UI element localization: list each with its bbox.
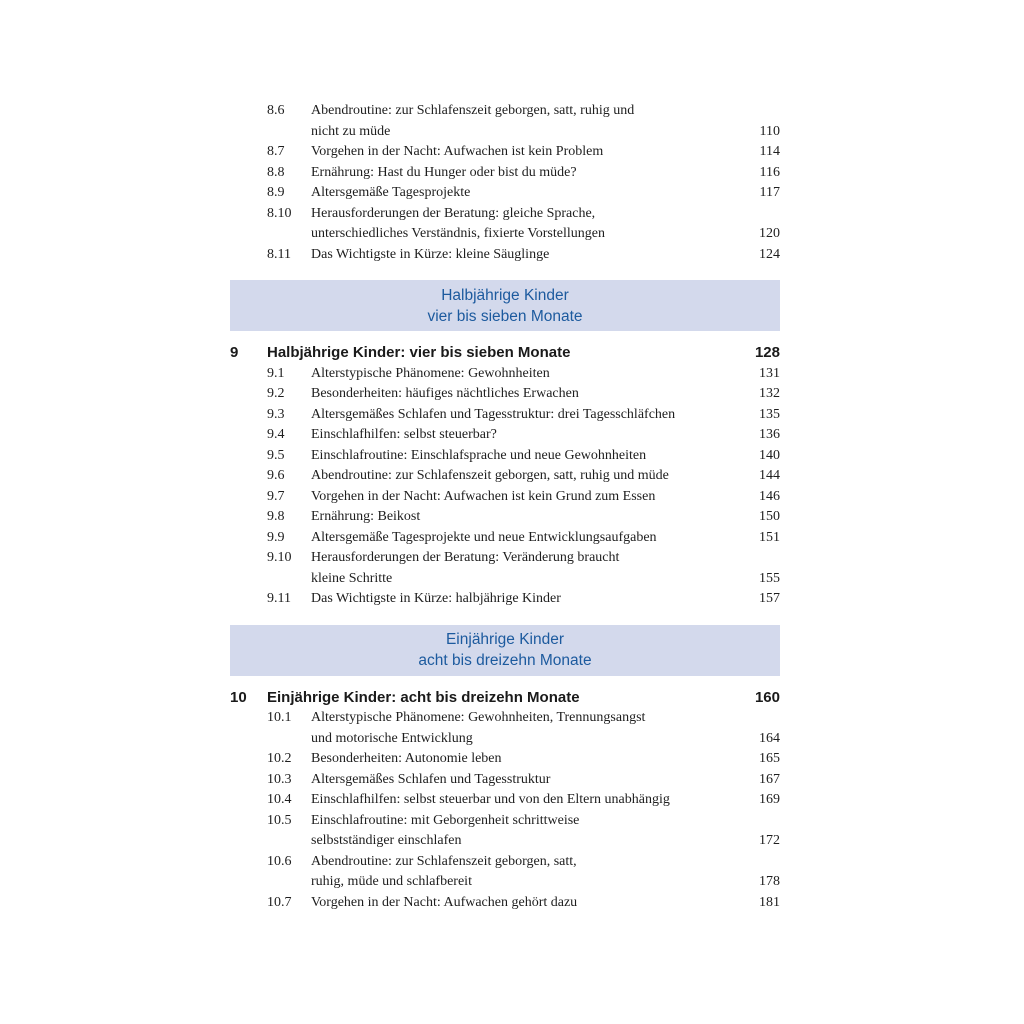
toc-entry-page-number: 167 (759, 771, 780, 787)
toc-entry-page-number: 124 (759, 246, 780, 262)
toc-entry-title-line: Herausforderungen der Beratung: Veränderung braucht (311, 550, 620, 565)
toc-entry-title (311, 708, 740, 749)
toc-entry-number: 9.9 (267, 529, 285, 545)
toc-entry-page-number: 181 (759, 894, 780, 910)
toc-entry[interactable] (230, 245, 780, 266)
toc-entry-title-line: Das Wichtigste in Kürze: kleine Säuglinge (311, 246, 550, 262)
toc-entry[interactable] (230, 364, 780, 385)
toc-entry-title-line: Altersgemäße Tagesprojekte und neue Entwicklungsaufgaben (311, 529, 657, 545)
toc-entry[interactable] (230, 708, 780, 749)
toc-entry-title (311, 589, 740, 610)
toc-entry-title (311, 142, 740, 163)
toc-entry-page-number: 172 (759, 833, 780, 848)
toc-entry-title-line: Einschlafhilfen: selbst steuerbar und von den Eltern unabhängig (311, 792, 670, 807)
toc-entry-title-line: Besonderheiten: häufiges nächtliches Erwachen (311, 386, 579, 401)
toc-entry-number: 10.7 (267, 894, 292, 910)
chapter-number: 9 (230, 344, 239, 361)
chapter-heading-10[interactable] (230, 688, 780, 709)
toc-entry[interactable] (230, 101, 780, 142)
section-band-halbjaehrige (230, 280, 780, 331)
toc-entry-page-number: 146 (759, 488, 780, 504)
toc-entry-title (311, 101, 740, 142)
toc-entry-title-line: ruhig, müde und schlafbereit (311, 874, 472, 889)
toc-entry[interactable] (230, 548, 780, 589)
toc-entry-title-line: Altersgemäßes Schlafen und Tagesstruktur (311, 771, 551, 787)
toc-entry-number: 8.6 (267, 103, 285, 118)
toc-entry[interactable] (230, 405, 780, 426)
toc-entry-title-line: Abendroutine: zur Schlafenszeit geborgen, satt, ruhig und (311, 103, 635, 118)
toc-entry-title-line: nicht zu müde (311, 123, 391, 139)
toc-entry-number: 10.3 (267, 771, 292, 787)
toc-entry-number: 9.6 (267, 468, 285, 483)
toc-entry[interactable] (230, 507, 780, 528)
toc-entry-title (311, 487, 740, 508)
toc-entry-title-line: Abendroutine: zur Schlafenszeit geborgen, satt, ruhig und müde (311, 468, 669, 483)
toc-entry[interactable] (230, 183, 780, 204)
toc-entry-title (311, 528, 740, 549)
toc-entry-title (311, 183, 740, 204)
toc-entry-number: 8.11 (267, 246, 291, 262)
toc-entry-title (311, 749, 740, 770)
toc-entry-number: 8.9 (267, 185, 285, 200)
toc-entry[interactable] (230, 790, 780, 811)
toc-list-chapter-8 (230, 101, 780, 265)
toc-entry[interactable] (230, 487, 780, 508)
toc-entry-title (311, 405, 740, 426)
toc-entry-title (311, 384, 740, 405)
chapter-title: Einjährige Kinder: acht bis dreizehn Monate (267, 688, 580, 706)
toc-entry-page-number: 136 (759, 427, 780, 442)
toc-entry-title-line: Das Wichtigste in Kürze: halbjährige Kinder (311, 591, 561, 606)
toc-entry-title (311, 245, 740, 266)
toc-entry-title-line: Ernährung: Beikost (311, 509, 421, 524)
chapter-page-number: 128 (754, 344, 780, 361)
toc-entry-title (311, 364, 740, 385)
toc-entry[interactable] (230, 528, 780, 549)
toc-entry-title (311, 811, 740, 852)
section-band-subtitle: acht bis dreizehn Monate (418, 652, 592, 669)
toc-entry-page-number: 116 (759, 164, 780, 180)
toc-entry-number: 10.4 (267, 792, 292, 807)
toc-entry-title-line: Vorgehen in der Nacht: Aufwachen gehört dazu (311, 894, 578, 910)
section-band-title: Einjährige Kinder (445, 631, 565, 648)
toc-entry-number: 8.8 (267, 164, 285, 180)
toc-entry-page-number: 135 (759, 406, 780, 422)
toc-entry-title-line: selbstständiger einschlafen (311, 833, 462, 848)
toc-entry-title-line: Ernährung: Hast du Hunger oder bist du müde? (311, 164, 577, 180)
toc-entry-title-line: Einschlafroutine: mit Geborgenheit schrittweise (311, 812, 580, 828)
toc-entry[interactable] (230, 770, 780, 791)
toc-entry[interactable] (230, 466, 780, 487)
toc-entry-number: 9.1 (267, 365, 285, 381)
toc-entry-title-line: Einschlafroutine: Einschlafsprache und neue Gewohnheiten (311, 447, 647, 463)
toc-entry-page-number: 155 (759, 570, 780, 586)
toc-entry-page-number: 150 (759, 509, 780, 524)
chapter-page-number: 160 (754, 688, 780, 706)
toc-entry-title-line: Altersgemäße Tagesprojekte (311, 185, 471, 200)
toc-entry-page-number: 151 (759, 529, 780, 545)
toc-entry-number: 9.7 (267, 488, 285, 504)
toc-entry-title-line: Vorgehen in der Nacht: Aufwachen ist kein Problem (311, 144, 604, 159)
toc-entry-number: 10.5 (267, 812, 292, 828)
toc-entry[interactable] (230, 425, 780, 446)
toc-entry-number: 9.10 (267, 550, 292, 565)
toc-entry-number: 9.11 (267, 591, 291, 606)
toc-entry-title-line: Abendroutine: zur Schlafenszeit geborgen, satt, (311, 853, 577, 869)
toc-entry-title (311, 548, 740, 589)
toc-entry-number: 10.2 (267, 751, 292, 766)
toc-entry-page-number: 144 (759, 468, 780, 483)
toc-entry-number: 9.3 (267, 406, 285, 422)
toc-entry-title-line: Besonderheiten: Autonomie leben (311, 751, 502, 766)
toc-entry[interactable] (230, 446, 780, 467)
toc-entry[interactable] (230, 384, 780, 405)
chapter-title: Halbjährige Kinder: vier bis sieben Monate (267, 344, 571, 361)
toc-entry[interactable] (230, 749, 780, 770)
toc-entry-title-line: Alterstypische Phänomene: Gewohnheiten, Trennungsangst (311, 710, 646, 725)
table-of-contents (230, 101, 780, 913)
toc-entry-page-number: 165 (759, 751, 780, 766)
toc-entry-title-line: kleine Schritte (311, 570, 393, 586)
toc-entry-title-line: Alterstypische Phänomene: Gewohnheiten (311, 365, 550, 381)
toc-entry-title (311, 204, 740, 245)
toc-entry-title (311, 790, 740, 811)
toc-entry-number: 8.7 (267, 144, 285, 159)
toc-list-chapter-9 (230, 364, 780, 610)
toc-entry-number: 9.8 (267, 509, 285, 524)
toc-entry[interactable] (230, 893, 780, 914)
toc-entry[interactable] (230, 163, 780, 184)
toc-list-chapter-10 (230, 708, 780, 913)
toc-entry-page-number: 157 (759, 591, 780, 606)
section-band-title: Halbjährige Kinder (441, 286, 569, 304)
toc-entry-page-number: 117 (759, 185, 780, 200)
toc-entry-title-line: Herausforderungen der Beratung: gleiche Sprache, (311, 205, 596, 221)
chapter-heading-9[interactable] (230, 343, 780, 364)
toc-entry-number: 10.1 (267, 710, 292, 725)
toc-entry-page-number: 131 (759, 365, 780, 381)
toc-entry-title (311, 425, 740, 446)
toc-entry[interactable] (230, 142, 780, 163)
toc-entry-title (311, 893, 740, 914)
toc-entry[interactable] (230, 589, 780, 610)
toc-entry-title (311, 163, 740, 184)
toc-entry-number: 9.2 (267, 386, 285, 401)
toc-entry-title (311, 770, 740, 791)
toc-entry-title (311, 507, 740, 528)
toc-entry-page-number: 120 (759, 226, 780, 241)
toc-entry[interactable] (230, 811, 780, 852)
toc-entry[interactable] (230, 852, 780, 893)
toc-entry-number: 9.4 (267, 427, 285, 442)
toc-entry-title-line: unterschiedliches Verständnis, fixierte Vorstellungen (311, 226, 605, 241)
toc-entry-page-number: 140 (759, 447, 780, 463)
section-band-einjaehrige (230, 625, 780, 676)
toc-entry-number: 10.6 (267, 853, 292, 869)
toc-entry-title-line: Altersgemäßes Schlafen und Tagesstruktur: drei Tagesschläfchen (311, 406, 676, 422)
toc-entry-title (311, 446, 740, 467)
toc-entry-page-number: 114 (759, 144, 780, 159)
toc-entry-title (311, 466, 740, 487)
toc-entry-page-number: 110 (759, 123, 780, 139)
toc-entry-number: 9.5 (267, 447, 285, 463)
chapter-number: 10 (230, 688, 247, 706)
toc-entry-title (311, 852, 740, 893)
toc-entry-title-line: und motorische Entwicklung (311, 730, 473, 746)
toc-entry-page-number: 164 (759, 730, 780, 746)
toc-entry-title-line: Einschlafhilfen: selbst steuerbar? (311, 427, 497, 442)
toc-entry[interactable] (230, 204, 780, 245)
section-band-subtitle: vier bis sieben Monate (427, 307, 583, 325)
toc-entry-number: 8.10 (267, 205, 292, 221)
toc-entry-title-line: Vorgehen in der Nacht: Aufwachen ist kein Grund zum Essen (311, 488, 656, 504)
toc-entry-page-number: 132 (759, 386, 780, 401)
toc-entry-page-number: 178 (759, 874, 780, 889)
toc-entry-page-number: 169 (759, 792, 780, 807)
